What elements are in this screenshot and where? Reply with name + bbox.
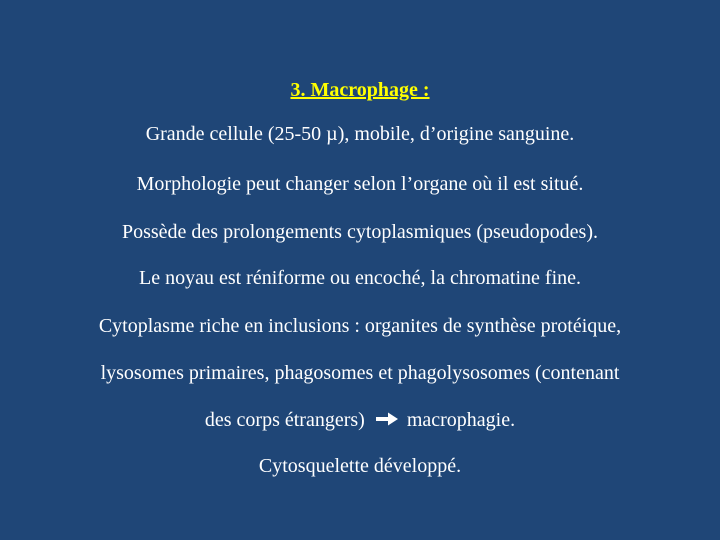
text-line-cytoplasm: Cytoplasme riche en inclusions : organites de synthèse protéique, [98,315,622,337]
right-arrow-icon [374,411,400,427]
text-line-nucleus: Le noyau est réniforme ou encoché, la chromatine fine. [138,267,582,289]
text-line-macrophagy-end: macrophagie. [406,409,516,431]
text-line-cytoskeleton: Cytosquelette développé. [258,455,462,477]
text-line-cell-size: Grande cellule (25-50 µ), mobile, d’origine sanguine. [145,123,575,145]
text-line-morphology: Morphologie peut changer selon l’organe où il est situé. [136,173,584,195]
text-line-lysosomes: lysosomes primaires, phagosomes et phagolysosomes (contenant [100,362,620,384]
text-line-macrophagy [0,408,720,432]
slide-title: 3. Macrophage : [290,79,430,101]
text-line-macrophagy-start: des corps étrangers) [204,409,365,431]
text-line-pseudopods: Possède des prolongements cytoplasmiques (pseudopodes). [121,221,599,243]
